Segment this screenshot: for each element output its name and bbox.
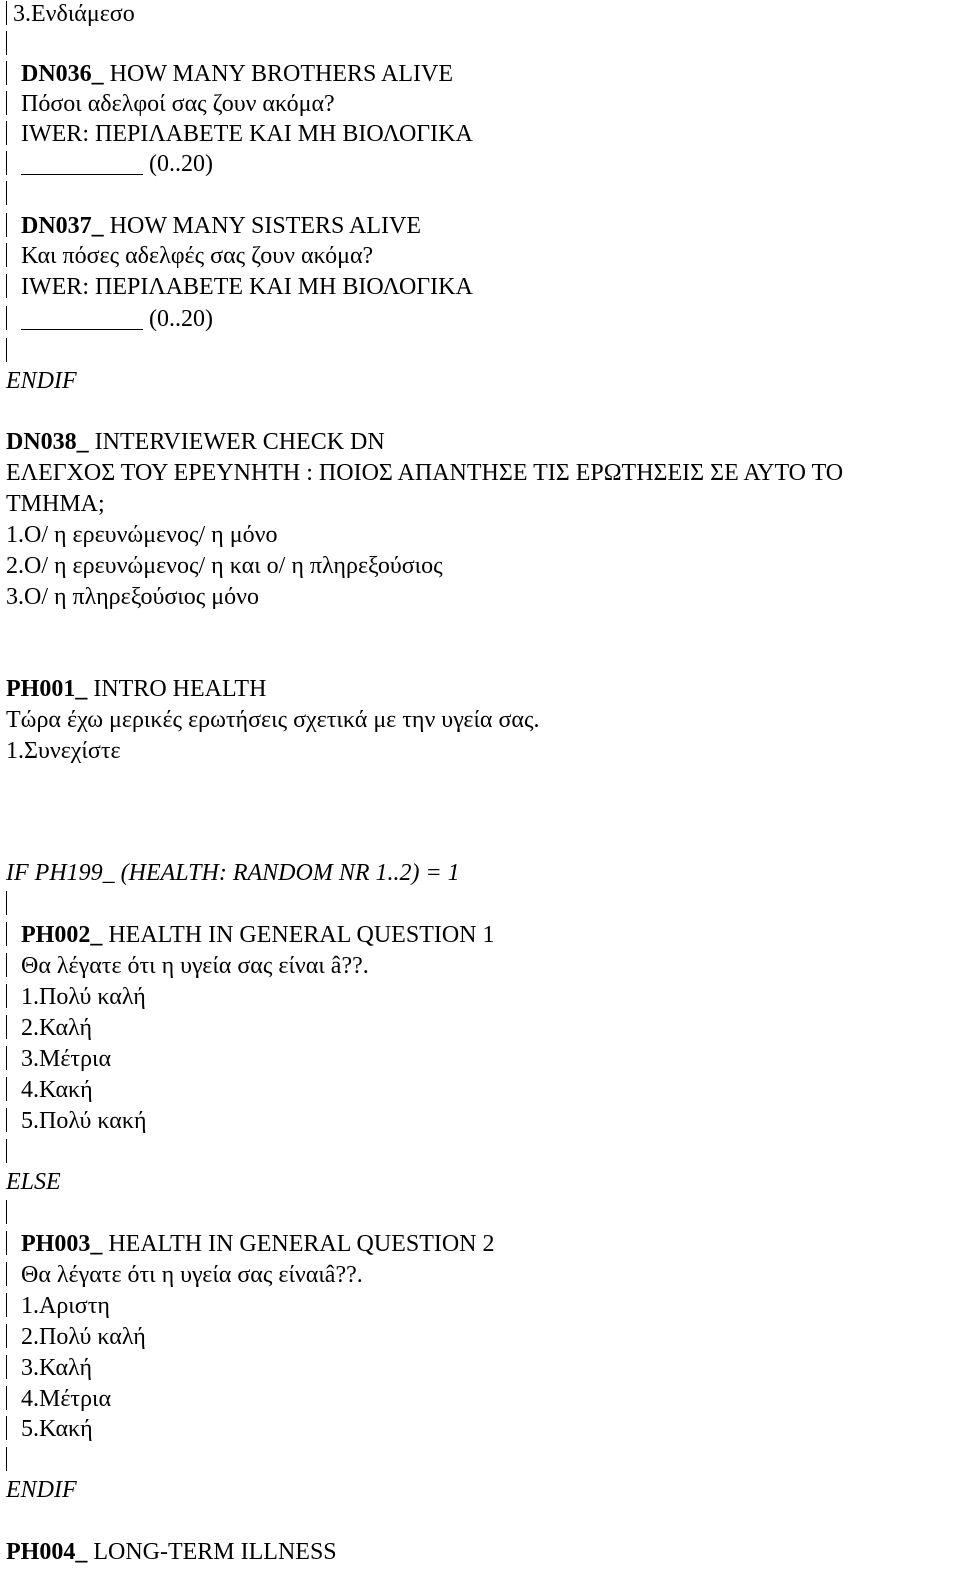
- indent-bar: [6, 1416, 7, 1440]
- indent-bar: [6, 1015, 7, 1039]
- indent-bar: [6, 121, 7, 145]
- indent-bar: [6, 306, 7, 330]
- question-title: HOW MANY BROTHERS ALIVE: [103, 61, 454, 87]
- spacer-line: [6, 180, 7, 208]
- ph003-option-4: 4.Μέτρια: [6, 1385, 111, 1413]
- question-code: DN036_: [21, 61, 104, 87]
- dn038-question-line1: ΕΛΕΓΧΟΣ ΤΟΥ ΕΡΕΥΝΗΤΗ : ΠΟΙΟΣ ΑΠΑΝΤΗΣΕ ΤΙΣ ΕΡΩΤΗΣΕΙΣ ΣΕ ΑΥΤΟ ΤΟ: [6, 460, 844, 486]
- indent-bar: [6, 213, 7, 237]
- dn036-iwer: IWER: ΠΕΡΙΛΑΒΕΤΕ ΚΑΙ ΜΗ ΒΙΟΛΟΓΙΚΑ: [6, 120, 473, 148]
- spacer-line: [6, 30, 7, 58]
- dn036-question: Πόσοι αδελφοί σας ζουν ακόμα?: [6, 90, 335, 118]
- indent-bar: [6, 1139, 7, 1163]
- spacer-line: [6, 1446, 7, 1474]
- indent-bar: [6, 953, 7, 977]
- ph001-option-1: 1.Συνεχίστε: [6, 738, 121, 764]
- question-title: INTERVIEWER CHECK DN: [88, 429, 385, 455]
- dn038-header: [6, 428, 385, 456]
- endif-keyword: ENDIF: [6, 1477, 77, 1503]
- ph003-option-3: 3.Καλή: [6, 1354, 92, 1382]
- indent-bar: [6, 1262, 7, 1286]
- question-title: HEALTH IN GENERAL QUESTION 1: [102, 922, 495, 948]
- indent-bar: [6, 338, 7, 362]
- spacer-line: [6, 337, 7, 365]
- indent-bar: [6, 1200, 7, 1224]
- question-code: PH003_: [21, 1231, 103, 1257]
- else-keyword: ELSE: [6, 1169, 61, 1195]
- indent-bar: [6, 1355, 7, 1379]
- indent-bar: [6, 31, 7, 55]
- ph002-option-5: 5.Πολύ κακή: [6, 1107, 147, 1135]
- dn038-option-3: 3.Ο/ η πληρεξούσιος μόνο: [6, 584, 260, 610]
- indent-bar: [6, 61, 7, 85]
- indent-bar: [6, 1077, 7, 1101]
- ph003-option-1: 1.Αριστη: [6, 1292, 110, 1320]
- dn038-option-1: 1.Ο/ η ερευνώμενος/ η μόνο: [6, 522, 278, 548]
- ph003-option-5: 5.Κακή: [6, 1415, 93, 1443]
- ph004-header: [6, 1538, 337, 1566]
- dn038-question-line2: ΤΜΗΜΑ;: [6, 491, 105, 517]
- indent-bar: [6, 1293, 7, 1317]
- ph002-option-4: 4.Κακή: [6, 1076, 93, 1104]
- dn038-option-2: 2.Ο/ η ερευνώμενος/ η και ο/ η πληρεξούσιος: [6, 553, 443, 579]
- indent-bar: [6, 1231, 7, 1255]
- answer-blank[interactable]: [21, 154, 143, 175]
- question-code: DN038_: [6, 429, 89, 455]
- ph003-question: Θα λέγατε ότι η υγεία σας είναιâ??.: [6, 1261, 363, 1289]
- spacer-line: [6, 1199, 7, 1227]
- answer-option-intermediate: 3.Ενδιάμεσο: [6, 0, 135, 28]
- indent-bar: [6, 1, 7, 25]
- question-code: DN037_: [21, 213, 104, 239]
- question-code: PH004_: [6, 1539, 88, 1565]
- ph003-header: [6, 1230, 495, 1258]
- indent-bar: [6, 151, 7, 175]
- if-condition: IF PH199_ (HEALTH: RANDOM NR 1..2) = 1: [6, 860, 460, 886]
- dn036-header: [6, 60, 453, 88]
- dn037-question: Και πόσες αδελφές σας ζουν ακόμα?: [6, 242, 373, 270]
- ph003-option-2: 2.Πολύ καλή: [6, 1323, 146, 1351]
- indent-bar: [6, 891, 7, 915]
- ph002-option-3: 3.Μέτρια: [6, 1045, 111, 1073]
- question-code: PH002_: [21, 922, 103, 948]
- indent-bar: [6, 984, 7, 1008]
- spacer-line: [6, 1138, 7, 1166]
- indent-bar: [6, 274, 7, 298]
- indent-bar: [6, 922, 7, 946]
- indent-bar: [6, 1046, 7, 1070]
- ph001-header: [6, 675, 266, 703]
- ph002-option-2: 2.Καλή: [6, 1014, 92, 1042]
- ph002-header: [6, 921, 495, 949]
- question-title: LONG-TERM ILLNESS: [87, 1539, 337, 1565]
- indent-bar: [6, 181, 7, 205]
- answer-blank[interactable]: [21, 309, 143, 330]
- ph002-option-1: 1.Πολύ καλή: [6, 983, 146, 1011]
- dn037-iwer: IWER: ΠΕΡΙΛΑΒΕΤΕ ΚΑΙ ΜΗ ΒΙΟΛΟΓΙΚΑ: [6, 273, 473, 301]
- dn037-range: (0..20): [6, 305, 213, 333]
- dn037-header: [6, 212, 421, 240]
- spacer-line: [6, 890, 7, 918]
- question-title: HEALTH IN GENERAL QUESTION 2: [102, 1231, 495, 1257]
- question-code: PH001_: [6, 676, 88, 702]
- question-title: INTRO HEALTH: [87, 676, 267, 702]
- indent-bar: [6, 243, 7, 267]
- indent-bar: [6, 1324, 7, 1348]
- indent-bar: [6, 1108, 7, 1132]
- ph001-question: Τώρα έχω μερικές ερωτήσεις σχετικά με την υγεία σας.: [6, 707, 540, 733]
- indent-bar: [6, 1386, 7, 1410]
- indent-bar: [6, 1447, 7, 1471]
- question-title: HOW MANY SISTERS ALIVE: [103, 213, 422, 239]
- indent-bar: [6, 91, 7, 115]
- ph002-question: Θα λέγατε ότι η υγεία σας είναι â??.: [6, 952, 369, 980]
- dn036-range: (0..20): [6, 150, 213, 178]
- endif-keyword: ENDIF: [6, 368, 77, 394]
